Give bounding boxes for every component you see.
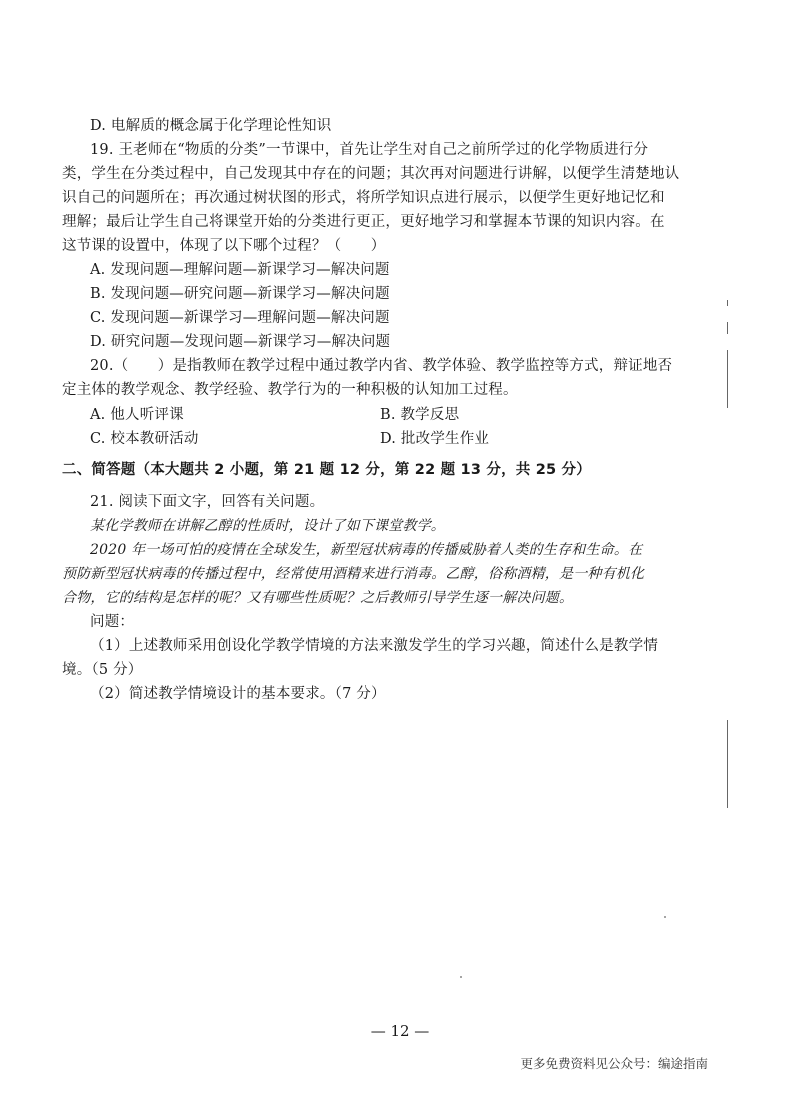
q21-questions-label: 问题： <box>90 614 135 630</box>
q18-option-d: D. 电解质的概念属于化学理论性知识 <box>90 118 332 134</box>
q20-option-d: D. 批改学生作业 <box>380 431 490 447</box>
q21-passage-line-2: 2020 年一场可怕的疫情在全球发生，新型冠状病毒的传播威胁着人类的生存和生命。在 <box>90 542 643 558</box>
q21-passage-line-1: 某化学教师在讲解乙醇的性质时，设计了如下课堂教学。 <box>90 518 445 534</box>
q21-passage-line-4: 合物，它的结构是怎样的呢？又有哪些性质呢？之后教师引导学生逐一解决问题。 <box>62 590 574 606</box>
q19-option-d: D. 研究问题—发现问题—新课学习—解决问题 <box>90 334 391 350</box>
q21-passage-line-3: 预防新型冠状病毒的传播过程中，经常使用酒精来进行消毒。乙醇，俗称酒精，是一种有机化 <box>62 566 645 582</box>
q19-stem-line-3: 识自己的问题所在；再次通过树状图的形式，将所学知识点进行展示，以便学生更好地记忆和 <box>62 190 665 206</box>
q19-stem-line-5: 这节课的设置中，体现了以下哪个过程？（ ） <box>62 238 386 254</box>
q20-option-c: C. 校本教研活动 <box>90 431 199 447</box>
q21-sub1-line-1: （1）上述教师采用创设化学教学情境的方法来激发学生的学习兴趣，简述什么是教学情 <box>90 638 659 654</box>
q19-stem-line-4: 理解；最后让学生自己将课堂开始的分类进行更正，更好地学习和掌握本节课的知识内容。在 <box>62 214 665 230</box>
q20-stem-line-2: 定主体的教学观念、教学经验、教学行为的一种积极的认知加工过程。 <box>62 382 518 398</box>
scan-speck <box>664 916 666 918</box>
scan-mark <box>727 300 728 306</box>
scan-mark <box>727 350 728 408</box>
q20-option-b: B. 教学反思 <box>380 407 460 423</box>
q20-stem-line-1: 20.（ ）是指教师在教学过程中通过教学内省、教学体验、教学监控等方式，辩证地否 <box>90 358 673 374</box>
q21-sub2: （2）简述教学情境设计的基本要求。（7 分） <box>90 686 386 702</box>
scan-mark <box>727 322 728 334</box>
q19-option-b: B. 发现问题—研究问题—新课学习—解决问题 <box>90 286 390 302</box>
scan-speck <box>460 976 462 978</box>
scan-mark <box>727 720 728 808</box>
q21-stem: 21. 阅读下面文字，回答有关问题。 <box>90 494 325 510</box>
footer-note: 更多免费资料见公众号：编途指南 <box>520 1056 708 1071</box>
section-heading: 二、简答题（本大题共 2 小题，第 21 题 12 分，第 22 题 13 分，共 25 分） <box>62 462 591 478</box>
q19-option-a: A. 发现问题—理解问题—新课学习—解决问题 <box>90 262 390 278</box>
q19-stem-line-2: 类，学生在分类过程中，自己发现其中存在的问题；其次再对问题进行讲解，以便学生清楚地认 <box>62 166 680 182</box>
q19-stem-line-1: 19. 王老师在“物质的分类”一节课中，首先让学生对自己之前所学过的化学物质进行分 <box>90 142 649 158</box>
q20-option-a: A. 他人听评课 <box>90 407 184 423</box>
page-number: — 12 — <box>370 1022 430 1040</box>
q19-option-c: C. 发现问题—新课学习—理解问题—解决问题 <box>90 310 390 326</box>
q21-sub1-line-2: 境。（5 分） <box>62 662 143 678</box>
